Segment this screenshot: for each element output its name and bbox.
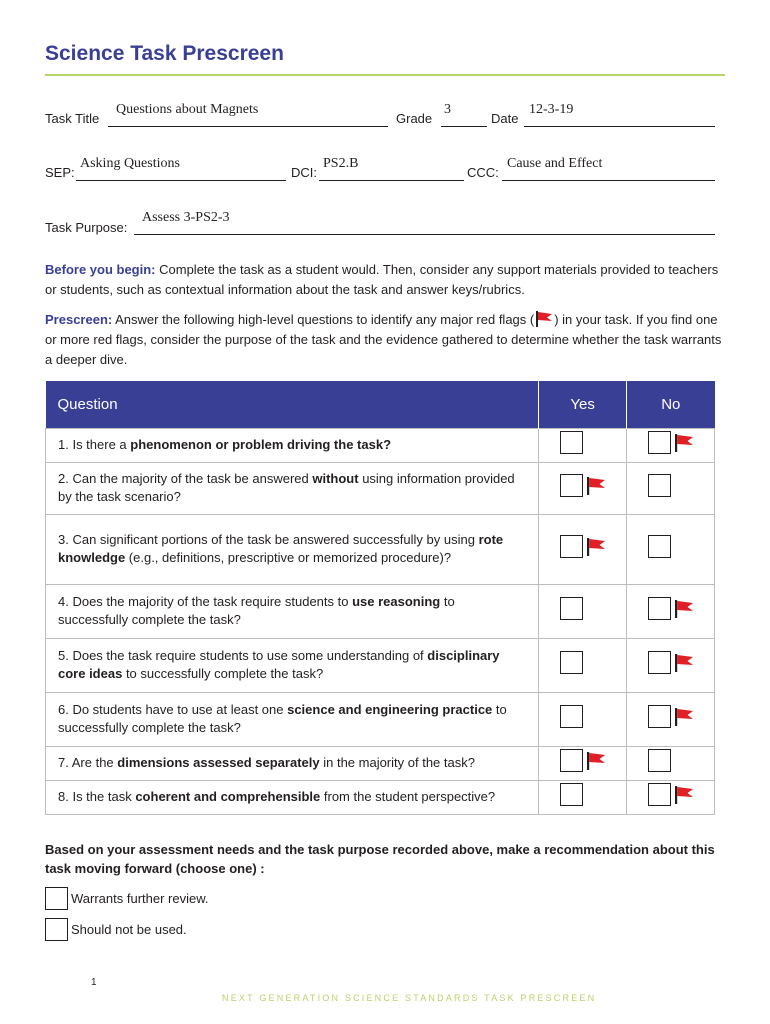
yes-cell [539,462,627,514]
no-cell [627,584,715,638]
red-flag-icon [674,433,694,452]
sep-label: SEP: [45,165,75,180]
red-flag-icon [674,653,694,672]
ccc-label: CCC: [467,165,499,180]
yes-cell [539,638,627,692]
red-flag-icon [674,599,694,618]
no-checkbox-group [648,535,694,558]
yes-cell [539,514,627,584]
grade-field[interactable]: 3 [444,102,451,117]
question-text [46,692,539,746]
yes-checkbox[interactable] [560,431,583,454]
question-text-part: to successfully complete the task? [122,666,324,681]
table-row [46,514,715,584]
question-text-part: (e.g., definitions, prescriptive or memorized procedure)? [125,550,452,565]
dci-label: DCI: [291,165,317,180]
red-flag-icon [535,311,553,327]
dci-line [319,180,464,181]
question-emphasis: rote knowledge [58,532,504,565]
table-row [46,584,715,638]
sep-field[interactable]: Asking Questions [80,156,180,171]
question-table [45,381,715,815]
yes-checkbox[interactable] [560,783,583,806]
question-emphasis: phenomenon or problem driving the task? [130,437,392,452]
ccc-line [502,180,715,181]
question-text-part: 5. Does the task require students to use some understanding of [58,648,428,663]
yes-checkbox[interactable] [560,749,583,772]
question-text [46,428,539,462]
should-not-be-used-label: Should not be used. [71,922,187,937]
no-checkbox-group [648,597,694,620]
footer-text: NEXT GENERATION SCIENCE STANDARDS TASK PRESCREEN [222,993,597,1003]
grade-line [441,126,487,127]
yes-checkbox[interactable] [560,535,583,558]
question-emphasis: use reasoning [352,594,441,609]
before-you-begin-paragraph [45,260,725,300]
red-flag-icon [586,751,606,770]
question-emphasis: disciplinary core ideas [58,648,500,681]
yes-cell [539,428,627,462]
question-text-part: 6. Do students have to use at least one [58,702,288,717]
question-text-part: to successfully complete the task? [58,702,507,735]
task-title-label: Task Title [45,111,100,126]
title-divider [45,74,725,76]
date-field[interactable]: 12-3-19 [529,102,574,117]
before-you-begin-text: Complete the task as a student would. Then, consider any support materials provided to teachers or students, such as contextual information about the task and answer keys/rubrics. [45,262,719,297]
yes-checkbox-group [560,535,606,558]
question-text [46,462,539,514]
no-checkbox[interactable] [648,749,671,772]
date-label: Date [491,111,519,126]
no-cell [627,428,715,462]
question-text-part: from the student perspective? [320,789,496,804]
yes-checkbox[interactable] [560,474,583,497]
yes-checkbox-group [560,651,606,674]
no-checkbox[interactable] [648,597,671,620]
no-checkbox-group [648,431,694,454]
further-review-checkbox[interactable] [45,887,68,910]
date-line [524,126,715,127]
no-cell [627,638,715,692]
prescreen-paragraph [45,310,725,370]
no-checkbox[interactable] [648,535,671,558]
no-checkbox[interactable] [648,651,671,674]
table-row [46,692,715,746]
yes-header: Yes [539,381,627,428]
question-text-part: to successfully complete the task? [58,594,455,627]
no-checkbox[interactable] [648,474,671,497]
red-flag-icon [674,785,694,804]
red-flag-icon [586,537,606,556]
table-row [46,780,715,814]
no-checkbox[interactable] [648,431,671,454]
should-not-be-used-checkbox[interactable] [45,918,68,941]
yes-checkbox[interactable] [560,651,583,674]
prescreen-text-a: Answer the following high-level questions to identify any major red flags ( [112,312,535,327]
no-checkbox-group [648,651,694,674]
yes-checkbox-group [560,705,606,728]
question-text-part: 3. Can significant portions of the task be answered successfully by using [58,532,479,547]
yes-checkbox-group [560,474,606,497]
no-checkbox[interactable] [648,783,671,806]
no-cell [627,462,715,514]
ccc-field[interactable]: Cause and Effect [507,156,603,171]
grade-label: Grade [396,111,433,126]
table-row [46,462,715,514]
page-number: 1 [91,977,97,988]
further-review-label: Warrants further review. [71,891,209,906]
red-flag-icon [586,476,606,495]
no-checkbox-group [648,705,694,728]
no-header: No [627,381,715,428]
no-checkbox[interactable] [648,705,671,728]
yes-checkbox[interactable] [560,705,583,728]
no-cell [627,514,715,584]
no-checkbox-group [648,474,694,497]
purpose-field[interactable]: Assess 3-PS2-3 [142,210,230,225]
before-you-begin-lead: Before you begin: [45,262,156,277]
question-text [46,514,539,584]
question-text-part: 2. Can the majority of the task be answered [58,471,313,486]
no-checkbox-group [648,783,694,806]
page-title: Science Task Prescreen [45,42,284,65]
question-text [46,638,539,692]
prescreen-lead: Prescreen: [45,312,113,327]
question-text-part: 4. Does the majority of the task require students to [58,594,353,609]
table-row [46,428,715,462]
red-flag-icon [674,707,694,726]
no-cell [627,746,715,780]
yes-cell [539,584,627,638]
purpose-label: Task Purpose: [45,220,128,235]
no-checkbox-group [648,749,694,772]
yes-cell [539,780,627,814]
question-text [46,780,539,814]
question-text-part: in the majority of the task? [319,755,475,770]
no-cell [627,780,715,814]
yes-cell [539,746,627,780]
question-text [46,584,539,638]
dci-field[interactable]: PS2.B [323,156,359,171]
yes-checkbox-group [560,597,606,620]
question-emphasis: without [312,471,359,486]
task-title-field[interactable]: Questions about Magnets [116,102,259,117]
yes-checkbox-group [560,431,606,454]
yes-checkbox[interactable] [560,597,583,620]
yes-checkbox-group [560,749,606,772]
yes-cell [539,692,627,746]
table-row [46,638,715,692]
question-emphasis: dimensions assessed separately [117,755,320,770]
question-emphasis: coherent and comprehensible [135,789,321,804]
question-text-part: using information provided by the task scenario? [58,471,515,504]
sep-line [76,180,286,181]
prescreen-text-b: ) in your task. If you find one or more red flags, consider the purpose of the task and the evidence gathered to determine whether the task warrants a deeper dive. [45,312,722,367]
task-title-line [108,126,388,127]
recommendation-prompt: Based on your assessment needs and the task purpose recorded above, make a recommendation about this task moving forward (choose one) : [45,842,715,876]
question-text-part: 8. Is the task [58,789,136,804]
question-emphasis: science and engineering practice [287,702,493,717]
purpose-line [134,234,715,235]
no-cell [627,692,715,746]
table-row [46,746,715,780]
question-text-part: 7. Are the [58,755,118,770]
question-text-part: 1. Is there a [58,437,131,452]
yes-checkbox-group [560,783,606,806]
option-should-not-be-used[interactable] [45,918,187,941]
question-header: Question [46,381,539,428]
option-further-review[interactable] [45,887,209,910]
question-text [46,746,539,780]
